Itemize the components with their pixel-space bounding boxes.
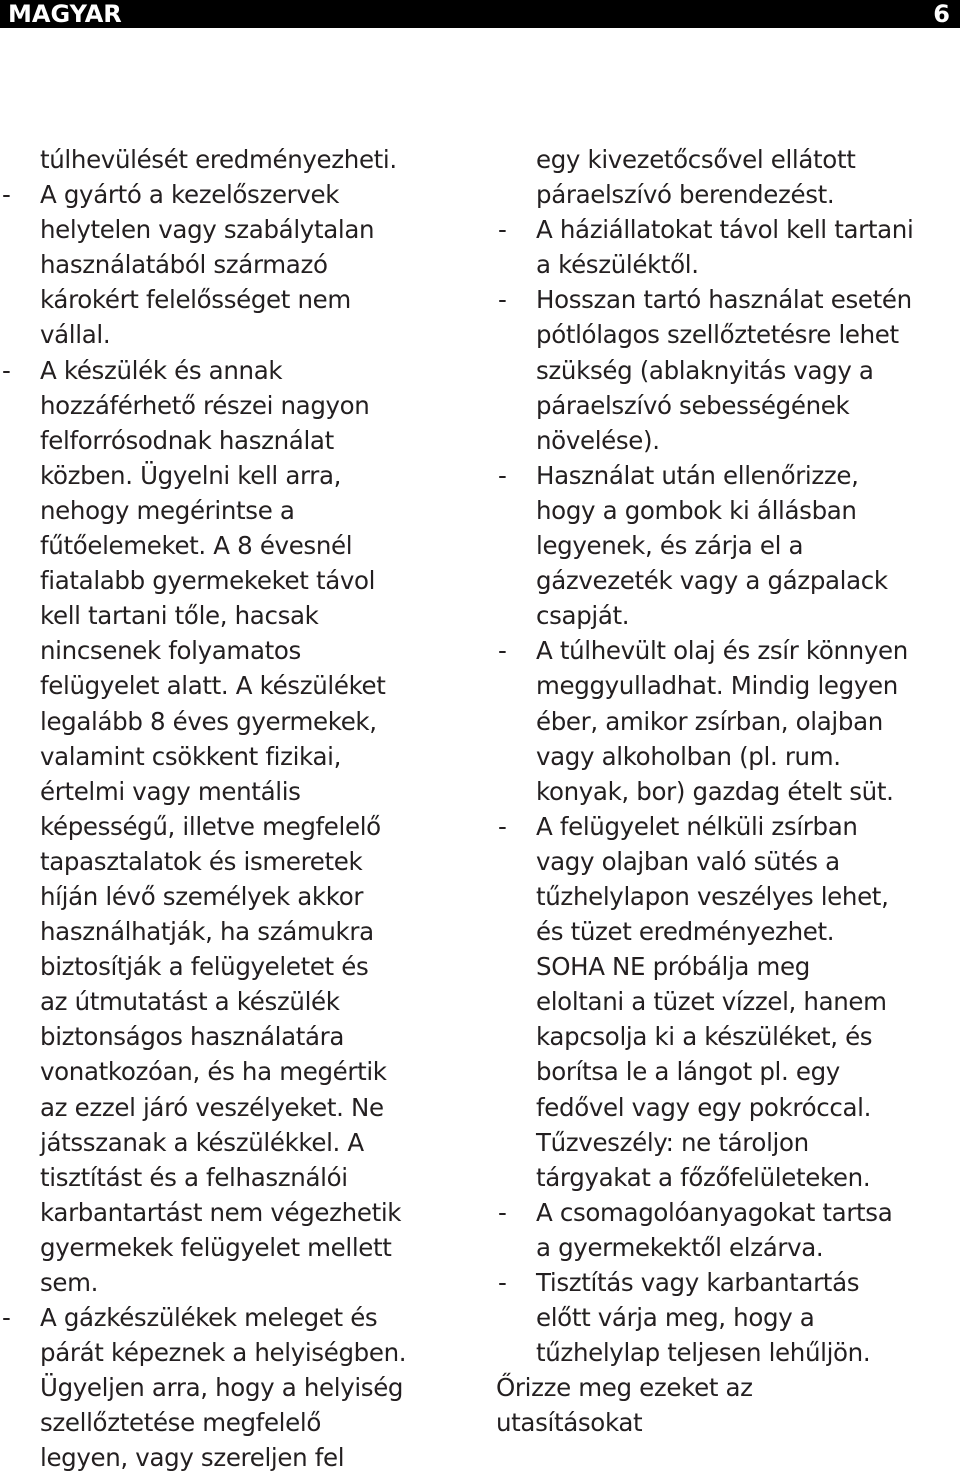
text-line: helytelen vagy szabálytalan bbox=[40, 215, 375, 245]
bullet-dash: - bbox=[2, 1303, 11, 1333]
text-line: biztosítják a felügyeletet és bbox=[40, 952, 369, 982]
bullet-dash: - bbox=[498, 460, 507, 490]
text-line: fűtőelemeket. A 8 évesnél bbox=[40, 531, 353, 561]
text-line: A készülék és annak bbox=[40, 355, 283, 385]
text-line: éber, amikor zsírban, olajban bbox=[536, 706, 883, 736]
text-line: nincsenek folyamatos bbox=[40, 636, 301, 666]
right-bullet-item bbox=[496, 1195, 960, 1265]
text-line: Tisztítás vagy karbantartás bbox=[536, 1268, 860, 1297]
bullet-dash: - bbox=[498, 636, 507, 666]
text-line: Tűzveszély: ne tároljon bbox=[536, 1127, 809, 1157]
text-line: Hosszan tartó használat esetén bbox=[536, 285, 912, 315]
text-line: tűzhelylap teljesen lehűljön. bbox=[536, 1338, 871, 1368]
bullet-dash: - bbox=[2, 355, 11, 385]
right-bullet-item bbox=[496, 1265, 960, 1370]
text-line: A gázkészülékek meleget és bbox=[40, 1303, 378, 1333]
text-line: értelmi vagy mentális bbox=[40, 776, 301, 806]
text-line: valamint csökkent fizikai, bbox=[40, 741, 342, 771]
text-line: tapasztalatok és ismeretek bbox=[40, 846, 363, 876]
text-line: páraelszívó sebességének bbox=[536, 390, 850, 420]
text-line: csapját. bbox=[536, 601, 630, 631]
bullet-dash: - bbox=[498, 215, 507, 245]
right-bullet-item bbox=[496, 633, 960, 808]
page-number: 6 bbox=[933, 0, 950, 28]
text-line: SOHA NE próbálja meg bbox=[536, 952, 810, 982]
right-text-column bbox=[496, 142, 960, 1440]
page-header bbox=[0, 0, 960, 28]
text-line: Őrizze meg ezeket az bbox=[496, 1373, 753, 1403]
left-text-column bbox=[0, 142, 478, 1476]
text-line: gyermekek felügyelet mellett bbox=[40, 1232, 392, 1262]
right-bullet-item bbox=[496, 282, 960, 457]
text-line: eloltani a tüzet vízzel, hanem bbox=[536, 987, 887, 1017]
text-line: közben. Ügyelni kell arra, bbox=[40, 460, 342, 490]
text-line: fiatalabb gyermekeket távol bbox=[40, 566, 376, 596]
text-line: az ezzel járó veszélyeket. Ne bbox=[40, 1092, 384, 1122]
text-line: pótlólagos szellőztetésre lehet bbox=[536, 320, 899, 350]
bullet-dash: - bbox=[498, 1268, 507, 1297]
text-line: az útmutatást a készülék bbox=[40, 987, 340, 1017]
text-line: borítsa le a lángot pl. egy bbox=[536, 1057, 840, 1087]
text-line: tűzhelylapon veszélyes lehet, bbox=[536, 881, 889, 911]
text-line: és tüzet eredményezhet. bbox=[536, 917, 835, 947]
text-line: vagy olajban való sütés a bbox=[536, 846, 840, 876]
text-line: vonatkozóan, és ha megértik bbox=[40, 1057, 387, 1087]
right-bullet-item bbox=[496, 809, 960, 1195]
text-line: tárgyakat a főzőfelületeken. bbox=[536, 1162, 871, 1192]
text-line: a készüléktől. bbox=[536, 250, 699, 280]
text-line: híján lévő személyek akkor bbox=[40, 881, 364, 911]
language-label: MAGYAR bbox=[8, 0, 122, 28]
text-line: fedővel vagy egy pokróccal. bbox=[536, 1092, 872, 1122]
right-paragraph bbox=[496, 142, 960, 212]
text-line: utasításokat bbox=[496, 1408, 643, 1438]
text-line: előtt várja meg, hogy a bbox=[536, 1303, 815, 1333]
text-line: A felügyelet nélküli zsírban bbox=[536, 811, 858, 841]
bullet-dash: - bbox=[2, 180, 11, 210]
text-line: Ügyeljen arra, hogy a helyiség bbox=[40, 1373, 404, 1403]
text-line: használhatják, ha számukra bbox=[40, 917, 374, 947]
text-line: legalább 8 éves gyermekek, bbox=[40, 706, 377, 736]
text-line: károkért felelősséget nem bbox=[40, 285, 351, 315]
text-line: szellőztetése megfelelő bbox=[40, 1408, 321, 1438]
text-line: növelése). bbox=[536, 425, 660, 455]
left-bullet-item bbox=[0, 1300, 478, 1475]
right-bullet-item bbox=[496, 212, 960, 282]
text-line: gázvezeték vagy a gázpalack bbox=[536, 566, 888, 596]
right-paragraph bbox=[496, 1370, 960, 1440]
text-line: sem. bbox=[40, 1268, 99, 1297]
text-line: a gyermekektől elzárva. bbox=[536, 1232, 824, 1262]
text-line: A túlhevült olaj és zsír könnyen bbox=[536, 636, 908, 666]
bullet-dash: - bbox=[498, 285, 507, 315]
text-line: felügyelet alatt. A készüléket bbox=[40, 671, 386, 701]
text-line: párát képeznek a helyiségben. bbox=[40, 1338, 407, 1368]
text-line: szükség (ablaknyitás vagy a bbox=[536, 355, 874, 385]
text-line: vállal. bbox=[40, 320, 111, 350]
text-line: vagy alkoholban (pl. rum. bbox=[536, 741, 841, 771]
text-line: felforrósodnak használat bbox=[40, 425, 334, 455]
text-line: Használat után ellenőrizze, bbox=[536, 460, 859, 490]
text-line: meggyulladhat. Mindig legyen bbox=[536, 671, 898, 701]
text-line: konyak, bor) gazdag ételt süt. bbox=[536, 776, 894, 806]
text-line: tisztítást és a felhasználói bbox=[40, 1162, 348, 1192]
text-line: kell tartani tőle, hacsak bbox=[40, 601, 319, 631]
text-line: képességű, illetve megfelelő bbox=[40, 811, 381, 841]
text-line: túlhevülését eredményezheti. bbox=[40, 145, 397, 174]
text-line: A háziállatokat távol kell tartani bbox=[536, 215, 914, 245]
bullet-dash: - bbox=[498, 1197, 507, 1227]
text-line: használatából származó bbox=[40, 250, 328, 280]
bullet-dash: - bbox=[498, 811, 507, 841]
text-line: nehogy megérintse a bbox=[40, 495, 295, 525]
text-line: páraelszívó berendezést. bbox=[536, 180, 835, 210]
text-line: egy kivezetőcsővel ellátott bbox=[536, 145, 856, 174]
text-line: játsszanak a készülékkel. A bbox=[40, 1127, 364, 1157]
text-line: biztonságos használatára bbox=[40, 1022, 345, 1052]
text-line: legyenek, és zárja el a bbox=[536, 531, 804, 561]
right-bullet-item bbox=[496, 458, 960, 633]
left-bullet-item bbox=[0, 353, 478, 1301]
text-line: legyen, vagy szereljen fel bbox=[40, 1443, 345, 1473]
text-line: A gyártó a kezelőszervek bbox=[40, 180, 340, 210]
text-line: A csomagolóanyagokat tartsa bbox=[536, 1197, 893, 1227]
text-line: karbantartást nem végezhetik bbox=[40, 1197, 402, 1227]
text-line: hogy a gombok ki állásban bbox=[536, 495, 857, 525]
left-bullet-item bbox=[0, 177, 478, 352]
text-line: kapcsolja ki a készüléket, és bbox=[536, 1022, 873, 1052]
text-line: hozzáférhető részei nagyon bbox=[40, 390, 370, 420]
left-paragraph bbox=[0, 142, 478, 177]
